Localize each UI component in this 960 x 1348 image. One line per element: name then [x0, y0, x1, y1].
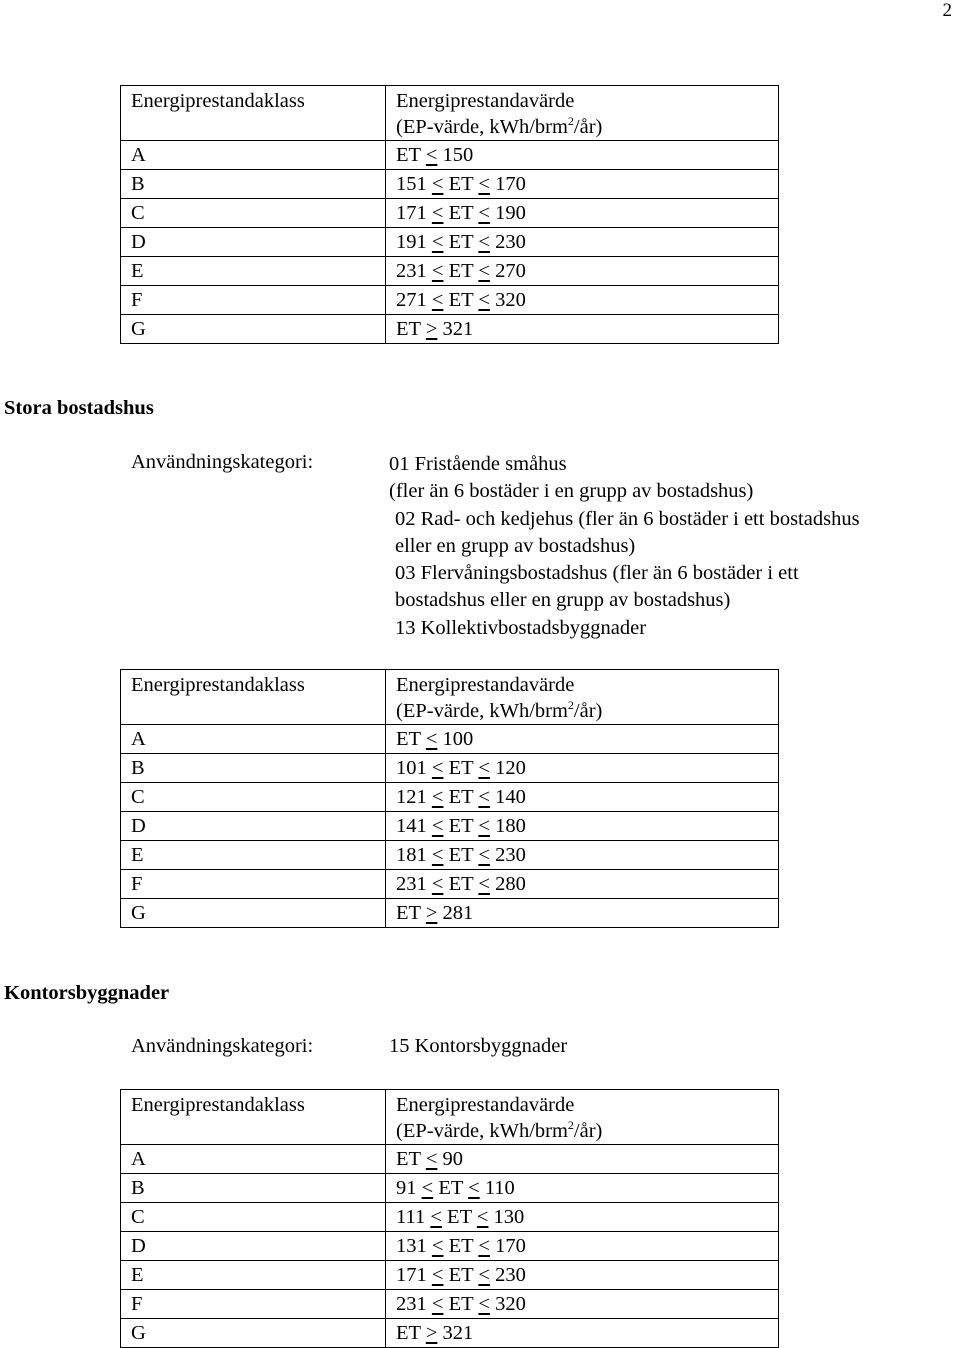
range-part: ET — [396, 1322, 426, 1344]
range-part: ET — [443, 1264, 479, 1286]
comparison-symbol: < — [430, 1206, 442, 1228]
ep-value-cell — [386, 1319, 779, 1348]
category-label: Användningskategori: — [131, 451, 314, 473]
comparison-symbol: < — [476, 1206, 489, 1228]
comparison-symbol: < — [431, 173, 444, 195]
range-part: ET — [443, 173, 479, 195]
comparison-symbol: < — [478, 873, 490, 895]
value-header — [386, 1090, 779, 1145]
range-part: 170 — [489, 1235, 526, 1257]
unit-superscript: 2 — [567, 114, 574, 129]
range-part: ET — [443, 786, 479, 808]
range-part: 280 — [489, 873, 526, 895]
range-part: 230 — [489, 1264, 526, 1286]
energy-class-cell: E — [121, 841, 386, 870]
energy-class-cell: C — [121, 1203, 386, 1232]
range-part: 270 — [489, 260, 526, 282]
table-row — [121, 841, 779, 870]
range-part: ET — [443, 289, 479, 311]
range-part: 281 — [437, 902, 474, 924]
range-part: 131 — [396, 1235, 432, 1257]
comparison-symbol: < — [431, 757, 444, 779]
range-part: 110 — [479, 1177, 515, 1199]
range-part: 140 — [489, 786, 526, 808]
table-row — [121, 1290, 779, 1319]
range-part: 170 — [489, 173, 526, 195]
comparison-symbol: < — [478, 815, 490, 837]
range-part: 190 — [489, 202, 526, 224]
table-row — [121, 257, 779, 286]
comparison-symbol: < — [431, 231, 444, 253]
comparison-symbol: < — [478, 260, 490, 282]
range-part: 231 — [396, 1293, 432, 1315]
comparison-symbol: < — [431, 815, 444, 837]
value-header-unit: (EP-värde, kWh/brm — [396, 116, 568, 138]
class-header: Energiprestandaklass — [121, 86, 386, 141]
range-part: 90 — [437, 1148, 463, 1170]
comparison-symbol: < — [425, 1148, 438, 1170]
energy-class-cell: A — [121, 1145, 386, 1174]
unit-superscript: 2 — [567, 1118, 574, 1133]
table-header-row — [121, 670, 779, 725]
value-header-unit-suffix: /år) — [573, 1120, 603, 1142]
table-row — [121, 754, 779, 783]
table-row — [121, 725, 779, 754]
range-part: 100 — [437, 728, 474, 750]
range-part: 231 — [396, 873, 432, 895]
ep-value-cell — [386, 841, 779, 870]
ep-value-cell — [386, 783, 779, 812]
category-line: 02 Rad- och kedjehus (fler än 6 bostäder i ett bostadshus — [395, 507, 860, 530]
comparison-symbol: < — [478, 1264, 490, 1286]
range-part: ET — [396, 728, 426, 750]
range-part: 130 — [488, 1206, 525, 1228]
category-label: Användningskategori: — [131, 1035, 314, 1057]
energy-class-cell: D — [121, 1232, 386, 1261]
comparison-symbol: > — [425, 1322, 438, 1344]
range-part: 321 — [437, 318, 474, 340]
range-part: ET — [443, 873, 479, 895]
energy-class-cell: B — [121, 754, 386, 783]
energy-class-cell: B — [121, 1174, 386, 1203]
ep-value-cell — [386, 1174, 779, 1203]
range-part: 121 — [396, 786, 432, 808]
comparison-symbol: < — [478, 202, 490, 224]
category-line: bostadshus eller en grupp av bostadshus) — [395, 589, 731, 612]
range-part: 141 — [396, 815, 432, 837]
range-part: 230 — [489, 844, 526, 866]
energy-class-cell: E — [121, 1261, 386, 1290]
table-row — [121, 899, 779, 928]
energy-class-cell: B — [121, 170, 386, 199]
comparison-symbol: < — [425, 728, 438, 750]
energy-class-table-2 — [120, 669, 779, 928]
range-part: 191 — [396, 231, 432, 253]
range-part: ET — [443, 1235, 479, 1257]
comparison-symbol: < — [431, 844, 444, 866]
category-line: (fler än 6 bostäder i en grupp av bostadshus) — [389, 480, 754, 503]
table-row — [121, 199, 779, 228]
class-header: Energiprestandaklass — [121, 1090, 386, 1145]
range-part: ET — [443, 815, 479, 837]
comparison-symbol: < — [478, 786, 490, 808]
ep-value-cell — [386, 170, 779, 199]
value-header-unit-suffix: /år) — [573, 700, 603, 722]
comparison-symbol: < — [431, 1235, 444, 1257]
ep-value-cell — [386, 812, 779, 841]
table-row — [121, 170, 779, 199]
ep-value-cell — [386, 286, 779, 315]
comparison-symbol: < — [431, 260, 444, 282]
comparison-symbol: < — [431, 289, 444, 311]
comparison-symbol: < — [431, 786, 444, 808]
energy-class-cell: A — [121, 725, 386, 754]
table-row — [121, 783, 779, 812]
section-heading-stora-bostadshus: Stora bostadshus — [4, 397, 154, 419]
value-header — [386, 670, 779, 725]
range-part: 150 — [437, 144, 474, 166]
table-header-row — [121, 1090, 779, 1145]
range-part: ET — [443, 202, 479, 224]
range-part: 171 — [396, 1264, 432, 1286]
energy-class-cell: D — [121, 228, 386, 257]
comparison-symbol: < — [478, 1235, 490, 1257]
energy-class-cell: C — [121, 199, 386, 228]
range-part: 91 — [396, 1177, 422, 1199]
range-part: 181 — [396, 844, 432, 866]
comparison-symbol: < — [478, 289, 490, 311]
comparison-symbol: < — [425, 144, 438, 166]
range-part: ET — [443, 260, 479, 282]
table-row — [121, 228, 779, 257]
ep-value-cell — [386, 1203, 779, 1232]
value-header — [386, 86, 779, 141]
ep-value-cell — [386, 141, 779, 170]
energy-class-cell: C — [121, 783, 386, 812]
ep-value-cell — [386, 257, 779, 286]
category-line: 13 Kollektivbostadsbyggnader — [395, 616, 647, 639]
comparison-symbol: < — [468, 1177, 480, 1199]
comparison-symbol: < — [478, 1293, 490, 1315]
ep-value-cell — [386, 1232, 779, 1261]
energy-class-cell: G — [121, 315, 386, 344]
range-part: 321 — [437, 1322, 474, 1344]
comparison-symbol: > — [425, 902, 438, 924]
comparison-symbol: < — [431, 202, 444, 224]
range-part: 271 — [396, 289, 432, 311]
ep-value-cell — [386, 899, 779, 928]
table-row — [121, 141, 779, 170]
category-line: eller en grupp av bostadshus) — [395, 534, 636, 557]
value-header-unit: (EP-värde, kWh/brm — [396, 700, 568, 722]
category-line: 01 Fristående småhus — [389, 453, 567, 475]
ep-value-cell — [386, 754, 779, 783]
range-part: ET — [443, 757, 479, 779]
energy-class-cell: G — [121, 1319, 386, 1348]
range-part: ET — [396, 1148, 426, 1170]
energy-class-cell: F — [121, 870, 386, 899]
comparison-symbol: < — [478, 231, 490, 253]
range-part: ET — [443, 844, 479, 866]
table-header-row — [121, 86, 779, 141]
value-header-line1: Energiprestandavärde — [396, 1094, 575, 1116]
energy-class-table-1 — [120, 85, 779, 344]
ep-value-cell — [386, 870, 779, 899]
comparison-symbol: < — [478, 757, 490, 779]
range-part: 101 — [396, 757, 432, 779]
table-row — [121, 1261, 779, 1290]
value-header-line1: Energiprestandavärde — [396, 90, 575, 112]
energy-class-table-3 — [120, 1089, 779, 1348]
ep-value-cell — [386, 228, 779, 257]
page-number: 2 — [942, 0, 952, 21]
energy-class-cell: E — [121, 257, 386, 286]
range-part: 180 — [489, 815, 526, 837]
range-part: 320 — [489, 289, 526, 311]
range-part: ET — [441, 1206, 477, 1228]
value-header-unit: (EP-värde, kWh/brm — [396, 1120, 568, 1142]
range-part: 151 — [396, 173, 432, 195]
range-part: ET — [443, 1293, 479, 1315]
category-line: 03 Flervåningsbostadshus (fler än 6 bostäder i ett — [395, 562, 799, 585]
category-value: 15 Kontorsbyggnader — [389, 1035, 568, 1057]
unit-superscript: 2 — [567, 698, 574, 713]
table-row — [121, 870, 779, 899]
range-part: ET — [443, 231, 479, 253]
comparison-symbol: < — [421, 1177, 434, 1199]
comparison-symbol: > — [425, 318, 438, 340]
range-part: 120 — [489, 757, 526, 779]
ep-value-cell — [386, 1145, 779, 1174]
energy-class-cell: F — [121, 1290, 386, 1319]
range-part: ET — [396, 902, 426, 924]
comparison-symbol: < — [431, 1293, 444, 1315]
range-part: 111 — [396, 1206, 431, 1228]
table-row — [121, 1319, 779, 1348]
category-list — [389, 451, 860, 642]
table-row — [121, 1174, 779, 1203]
ep-value-cell — [386, 1261, 779, 1290]
table-row — [121, 315, 779, 344]
range-part: 231 — [396, 260, 432, 282]
range-part: ET — [396, 318, 426, 340]
comparison-symbol: < — [431, 873, 444, 895]
section-heading-kontorsbyggnader: Kontorsbyggnader — [4, 982, 170, 1004]
table-row — [121, 1232, 779, 1261]
range-part: 320 — [489, 1293, 526, 1315]
range-part: ET — [433, 1177, 469, 1199]
comparison-symbol: < — [431, 1264, 444, 1286]
value-header-line1: Energiprestandavärde — [396, 674, 575, 696]
range-part: 230 — [489, 231, 526, 253]
energy-class-cell: G — [121, 899, 386, 928]
table-row — [121, 1145, 779, 1174]
table-row — [121, 286, 779, 315]
comparison-symbol: < — [478, 844, 490, 866]
comparison-symbol: < — [478, 173, 490, 195]
ep-value-cell — [386, 725, 779, 754]
energy-class-cell: D — [121, 812, 386, 841]
class-header: Energiprestandaklass — [121, 670, 386, 725]
energy-class-cell: A — [121, 141, 386, 170]
range-part: ET — [396, 144, 426, 166]
ep-value-cell — [386, 315, 779, 344]
table-row — [121, 812, 779, 841]
energy-class-cell: F — [121, 286, 386, 315]
table-row — [121, 1203, 779, 1232]
ep-value-cell — [386, 199, 779, 228]
range-part: 171 — [396, 202, 432, 224]
value-header-unit-suffix: /år) — [573, 116, 603, 138]
ep-value-cell — [386, 1290, 779, 1319]
